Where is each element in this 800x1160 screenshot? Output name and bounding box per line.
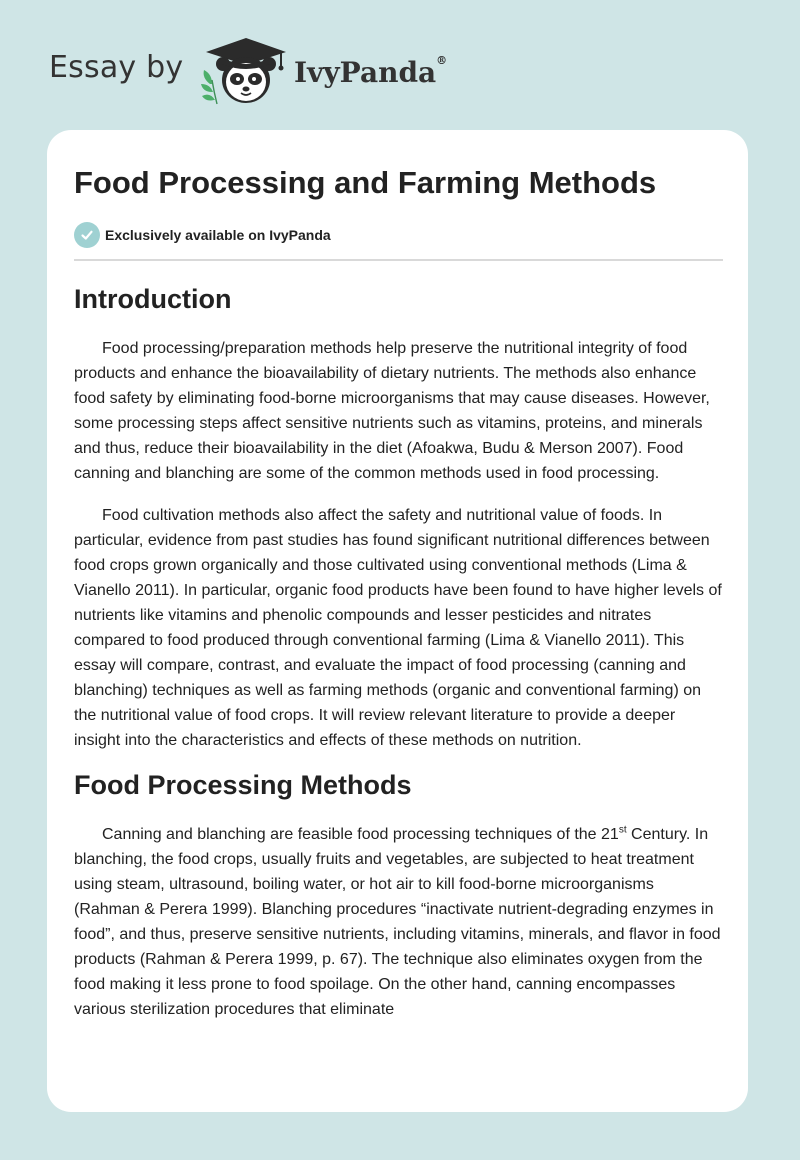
page-title: Food Processing and Farming Methods: [74, 165, 657, 200]
registered-mark: ®: [436, 54, 448, 67]
brand-name-text: IvyPanda: [294, 56, 437, 89]
essay-by-label: Essay by: [49, 50, 184, 85]
paragraph-text: Century. In blanching, the food crops, usually fruits and vegetables, are subjected to heat treatment using steam, ultrasound, boiling water, or hot air to kill food-borne microorganisms (Rahman & Perera 1999). Blanching procedures “inactivate nutrient-degrading enzymes in food”, and thus, preserve sensitive nutrients, including vitamins, minerals, and flavor in food products (Rahman & Perera 1999, p. 67). The technique also eliminates oxygen from the food making it less prone to food spoilage. On the other hand, canning encompasses various sterilization procedures that eliminate: [74, 826, 721, 1018]
section-heading-food-processing-methods: Food Processing Methods: [74, 770, 412, 800]
essay-card: [47, 130, 748, 1112]
panda-graduate-icon[interactable]: [200, 34, 292, 110]
site-header: [0, 0, 800, 130]
paragraph: Food cultivation methods also affect the safety and nutritional value of foods. In particular, evidence from past studies has found significant nutritional differences between food crops grown organically and those cultivated using conventional methods (Lima & Vianello 2011). In particular, organic food products have been found to have higher levels of nutrients like vitamins and phenolic compounds and lesser pesticides and nitrates compared to food produced through conventional farming (Lima & Vianello 2011). This essay will compare, contrast, and evaluate the impact of food processing (canning and blanching) techniques as well as farming methods (organic and conventional farming) on the nutritional value of food crops. It will review relevant literature to provide a deeper insight into the characteristics and effects of these methods on nutrition.: [74, 507, 722, 749]
paragraph: [74, 822, 724, 1022]
exclusive-badge: [74, 221, 724, 249]
ordinal-superscript: st: [618, 824, 627, 836]
paragraph: Food processing/preparation methods help preserve the nutritional integrity of food products and enhance the bioavailability of dietary nutrients. The methods also enhance food safety by eliminating food-borne microorganisms that may cause diseases. However, some processing steps affect sensitive nutrients such as vitamins, proteins, and minerals and thus, reduce their bioavailability in the diet (Afoakwa, Budu & Merson 2007). Food canning and blanching are some of the common methods used in food processing.: [74, 340, 710, 482]
essay-content: [74, 163, 724, 1022]
check-icon: [74, 222, 100, 248]
section-heading-introduction: Introduction: [74, 284, 232, 314]
brand-name[interactable]: [294, 56, 447, 89]
paragraph-text: Canning and blanching are feasible food processing techniques of the 21: [102, 826, 619, 843]
exclusive-label: Exclusively available on IvyPanda: [105, 227, 331, 243]
divider: [74, 259, 723, 261]
